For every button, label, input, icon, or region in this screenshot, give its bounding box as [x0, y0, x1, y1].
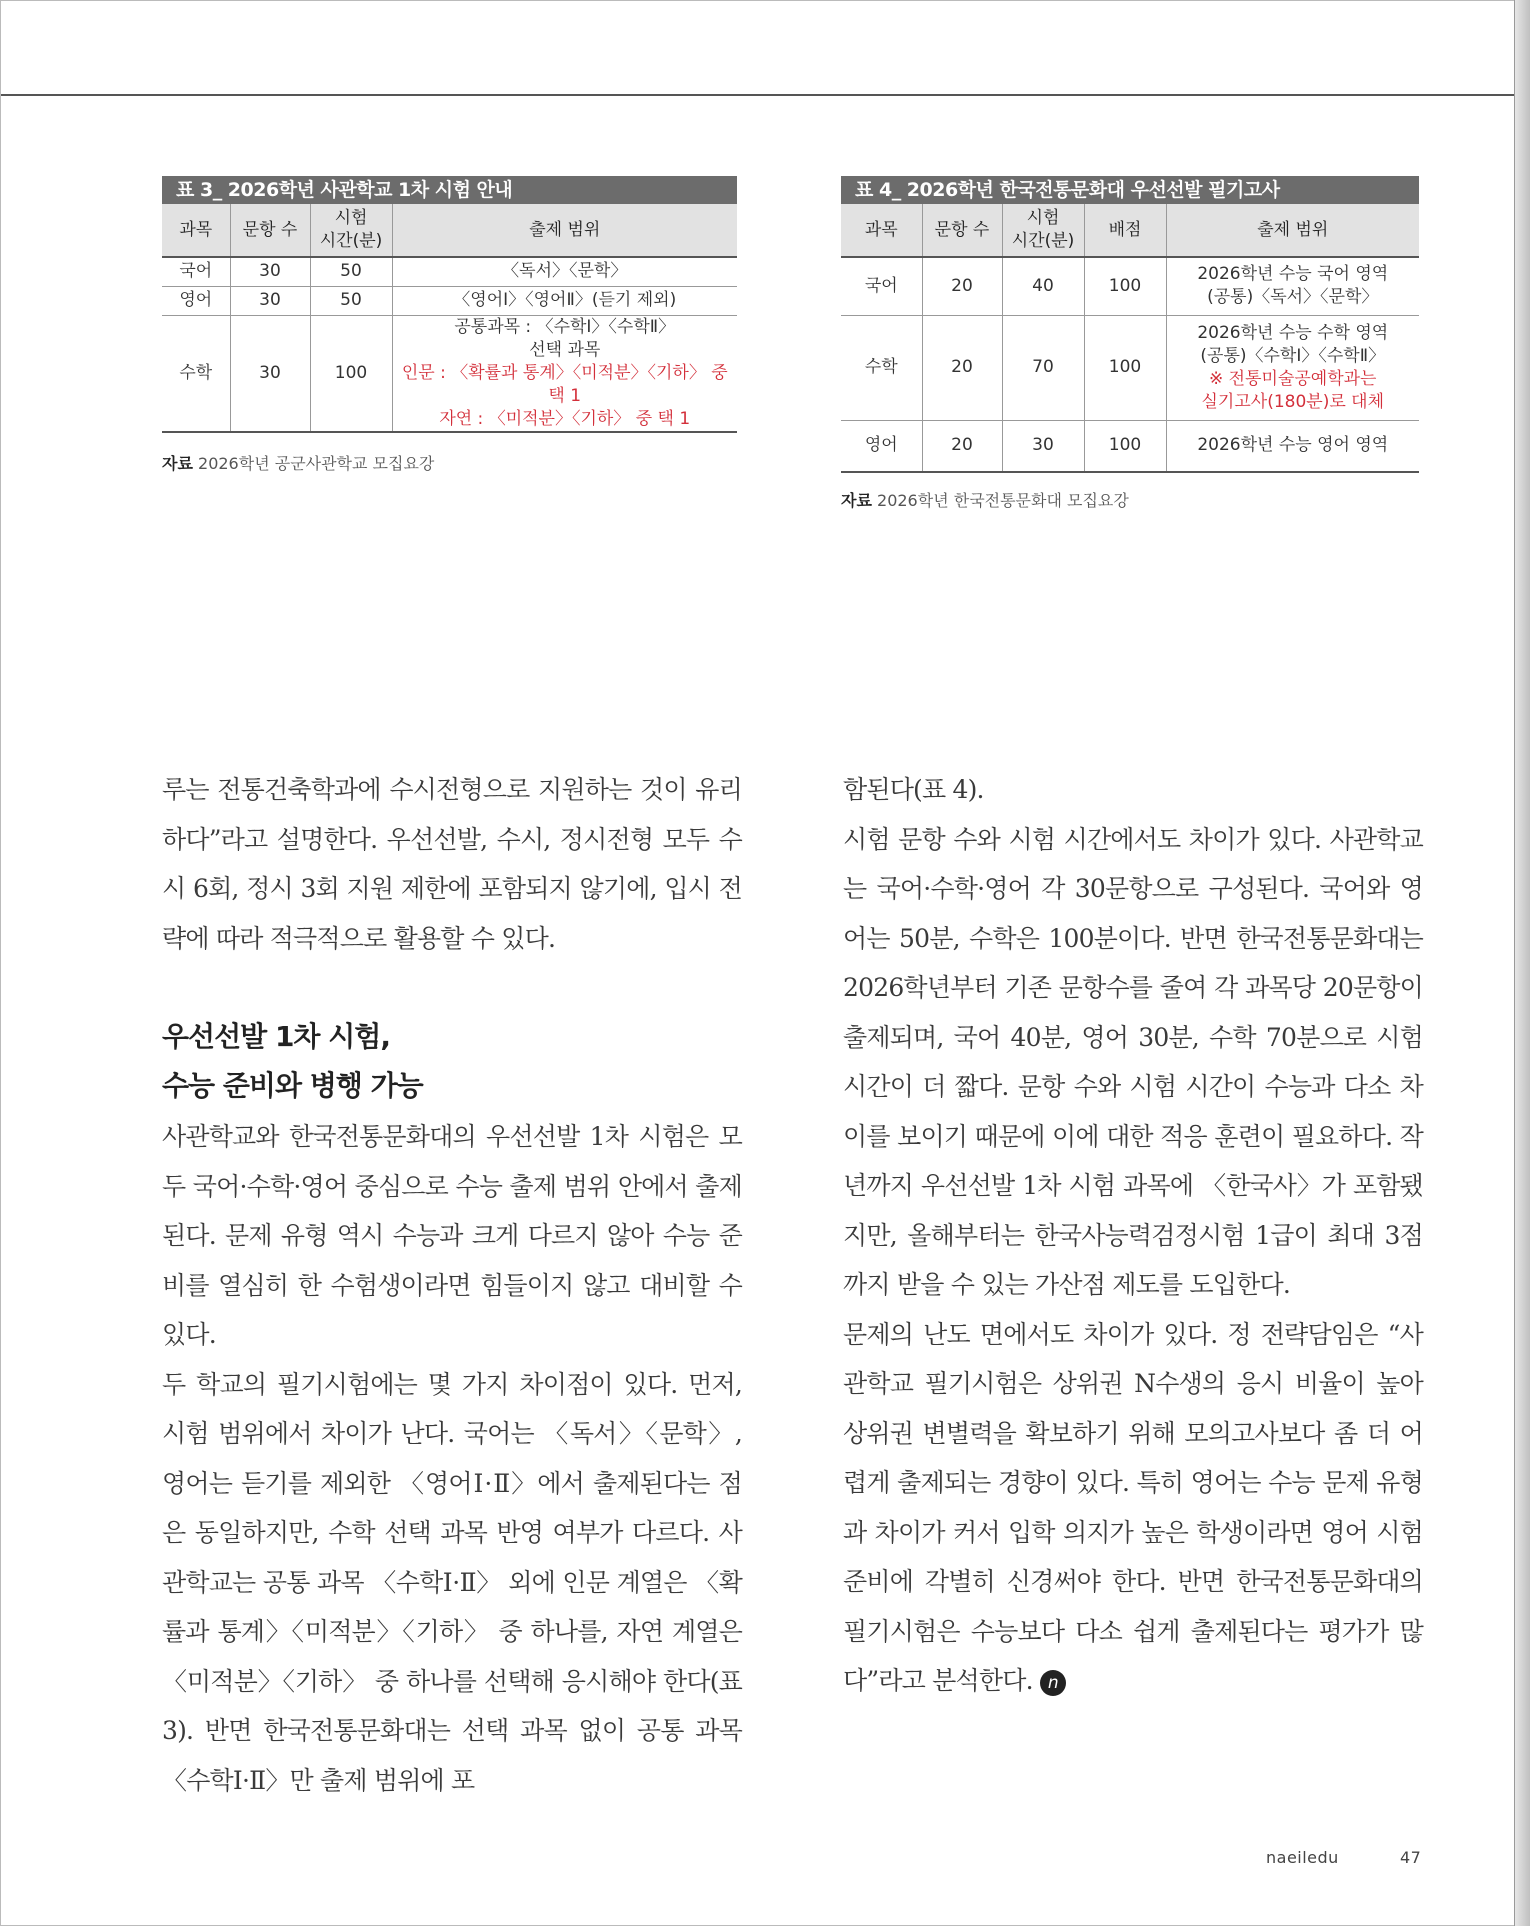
cell-time: 30: [1002, 420, 1084, 472]
cell-time: 100: [310, 315, 392, 432]
page-edge: [1514, 0, 1530, 1926]
cell-time: 40: [1002, 257, 1084, 315]
table-row: [841, 420, 1419, 472]
cell-subject: 영어: [162, 286, 230, 315]
cell-scope: 〈독서〉〈문학〉: [392, 257, 737, 286]
header-scope: 출제 범위: [1166, 204, 1419, 257]
cell-scope: 〈영어Ⅰ〉〈영어Ⅱ〉(듣기 제외): [392, 286, 737, 315]
scope-line: (공통)〈수학Ⅰ〉〈수학Ⅱ〉: [1200, 345, 1386, 366]
cell-count: 30: [230, 257, 310, 286]
paragraph: 루는 전통건축학과에 수시전형으로 지원하는 것이 유리하다”라고 설명한다. 우선선발, 수시, 정시전형 모두 수시 6회, 정시 3회 지원 제한에 포함되지 않기에, 입시 전략에 따라 적극적으로 활용할 수 있다.: [162, 775, 742, 953]
scope-line: 공통과목 : 〈수학Ⅰ〉〈수학Ⅱ〉: [454, 316, 676, 337]
header-count: 문항 수: [922, 204, 1002, 257]
scope-line-highlight: ※ 전통미술공예학과는: [1209, 368, 1377, 389]
paragraph: 시험 문항 수와 시험 시간에서도 차이가 있다. 사관학교는 국어·수학·영어 각 30문항으로 구성된다. 국어와 영어는 50분, 수학은 100분이다. 반면 한국전통문화대는 2026학년부터 기존 문항수를 줄여 각 과목당 20문항이 출제되며, 국어 40분, 영어 30분, 수학 70분으로 시험 시간이 더 짧다. 문항 수와 시험 시간이 수능과 다소 차이를 보이기 때문에 이에 대한 적응 훈련이 필요하다. 작년까지 우선선발 1차 시험 과목에 〈한국사〉가 포함됐지만, 올해부터는 한국사능력검정시험 1급이 최대 3점까지 받을 수 있는 가산점 제도를 도입한다.: [843, 824, 1423, 1299]
cell-count: 20: [922, 420, 1002, 472]
table-row: [841, 257, 1419, 315]
cell-score: 100: [1084, 420, 1166, 472]
source-text: 2026학년 한국전통문화대 모집요강: [877, 491, 1129, 510]
section-heading: [162, 1012, 722, 1110]
heading-line: 우선선발 1차 시험,: [162, 1020, 390, 1053]
paragraph: 두 학교의 필기시험에는 몇 가지 차이점이 있다. 먼저, 시험 범위에서 차이가 난다. 국어는 〈독서〉〈문학〉, 영어는 듣기를 제외한 〈영어Ⅰ·Ⅱ〉에서 출제된다는 점은 동일하지만, 수학 선택 과목 반영 여부가 다르다. 사관학교는 공통 과목 〈수학Ⅰ·Ⅱ〉 외에 인문 계열은 〈확률과 통계〉〈미적분〉〈기하〉 중 하나를, 자연 계열은 〈미적분〉〈기하〉 중 하나를 선택해 응시해야 한다(표 3). 반면 한국전통문화대는 선택 과목 없이 공통 과목 〈수학Ⅰ·Ⅱ〉만 출제 범위에 포: [162, 1369, 742, 1795]
cell-subject: 국어: [162, 257, 230, 286]
table-4-source: [841, 488, 1129, 511]
table-3: [162, 176, 737, 433]
top-rule: [1, 94, 1514, 96]
cell-time: 50: [310, 286, 392, 315]
scope-line-highlight: 자연 : 〈미적분〉〈기하〉 중 택 1: [439, 408, 691, 429]
table-row: [162, 315, 737, 432]
cell-scope: [392, 315, 737, 432]
header-subject: 과목: [841, 204, 922, 257]
table-row: [162, 286, 737, 315]
table-row: [841, 315, 1419, 420]
paragraph: 함된다(표 4).: [843, 775, 984, 804]
cell-subject: 영어: [841, 420, 922, 472]
cell-subject: 수학: [162, 315, 230, 432]
scope-line: (공통)〈독서〉〈문학〉: [1207, 287, 1379, 308]
cell-score: 100: [1084, 257, 1166, 315]
cell-count: 20: [922, 257, 1002, 315]
table-4: [841, 176, 1419, 473]
cell-scope: [1166, 315, 1419, 420]
table-3-title: 표 3_ 2026학년 사관학교 1차 시험 안내: [162, 176, 737, 204]
header-time: 시험 시간(분): [310, 204, 392, 257]
cell-count: 30: [230, 315, 310, 432]
table-header-row: [841, 204, 1419, 257]
page-number: 47: [1400, 1848, 1422, 1867]
cell-scope: [1166, 257, 1419, 315]
cell-score: 100: [1084, 315, 1166, 420]
cell-subject: 국어: [841, 257, 922, 315]
paragraph-text: 문제의 난도 면에서도 차이가 있다. 정 전략담임은 “사관학교 필기시험은 상위권 N수생의 응시 비율이 높아 상위권 변별력을 확보하기 위해 모의고사보다 좀 더 어렵게 출제되는 경향이 있다. 특히 영어는 수능 문제 유형과 차이가 커서 입학 의지가 높은 학생이라면 영어 시험 준비에 각별히 신경써야 한다. 반면 한국전통문화대의 필기시험은 수능보다 다소 쉽게 출제된다는 평가가 많다”라고 분석한다.: [843, 1319, 1423, 1695]
source-label: 자료: [162, 454, 193, 473]
header-scope: 출제 범위: [392, 204, 737, 257]
scope-line-highlight: 실기고사(180분)로 대체: [1201, 391, 1384, 412]
scope-line: 선택 과목: [529, 339, 601, 360]
paragraph: 사관학교와 한국전통문화대의 우선선발 1차 시험은 모두 국어·수학·영어 중심으로 수능 출제 범위 안에서 출제된다. 문제 유형 역시 수능과 크게 다르지 않아 수능 준비를 열심히 한 수험생이라면 힘들이지 않고 대비할 수 있다.: [162, 1122, 742, 1349]
header-count: 문항 수: [230, 204, 310, 257]
left-column: [162, 765, 742, 963]
cell-scope: 2026학년 수능 영어 영역: [1166, 420, 1419, 472]
table-header-row: [162, 204, 737, 257]
left-column-body: [162, 1112, 742, 1805]
heading-line: 수능 준비와 병행 가능: [162, 1069, 423, 1102]
footer-brand: naeiledu: [1266, 1848, 1339, 1867]
cell-count: 30: [230, 286, 310, 315]
cell-count: 20: [922, 315, 1002, 420]
scope-line-highlight: 인문 : 〈확률과 통계〉〈미적분〉〈기하〉 중 택 1: [401, 362, 728, 406]
header-subject: 과목: [162, 204, 230, 257]
paragraph: [843, 1310, 1423, 1706]
end-mark-icon: n: [1040, 1670, 1066, 1696]
source-label: 자료: [841, 491, 872, 510]
header-score: 배점: [1084, 204, 1166, 257]
table-4-title: 표 4_ 2026학년 한국전통문화대 우선선발 필기고사: [841, 176, 1419, 204]
table-3-grid: [162, 204, 737, 433]
cell-time: 70: [1002, 315, 1084, 420]
source-text: 2026학년 공군사관학교 모집요강: [198, 454, 435, 473]
right-column: [843, 765, 1423, 1706]
cell-time: 50: [310, 257, 392, 286]
header-time: 시험 시간(분): [1002, 204, 1084, 257]
table-4-grid: [841, 204, 1419, 473]
cell-subject: 수학: [841, 315, 922, 420]
scope-line: 2026학년 수능 국어 영역: [1197, 264, 1389, 285]
table-row: [162, 257, 737, 286]
scope-line: 2026학년 수능 수학 영역: [1197, 322, 1389, 343]
table-3-source: [162, 451, 434, 474]
